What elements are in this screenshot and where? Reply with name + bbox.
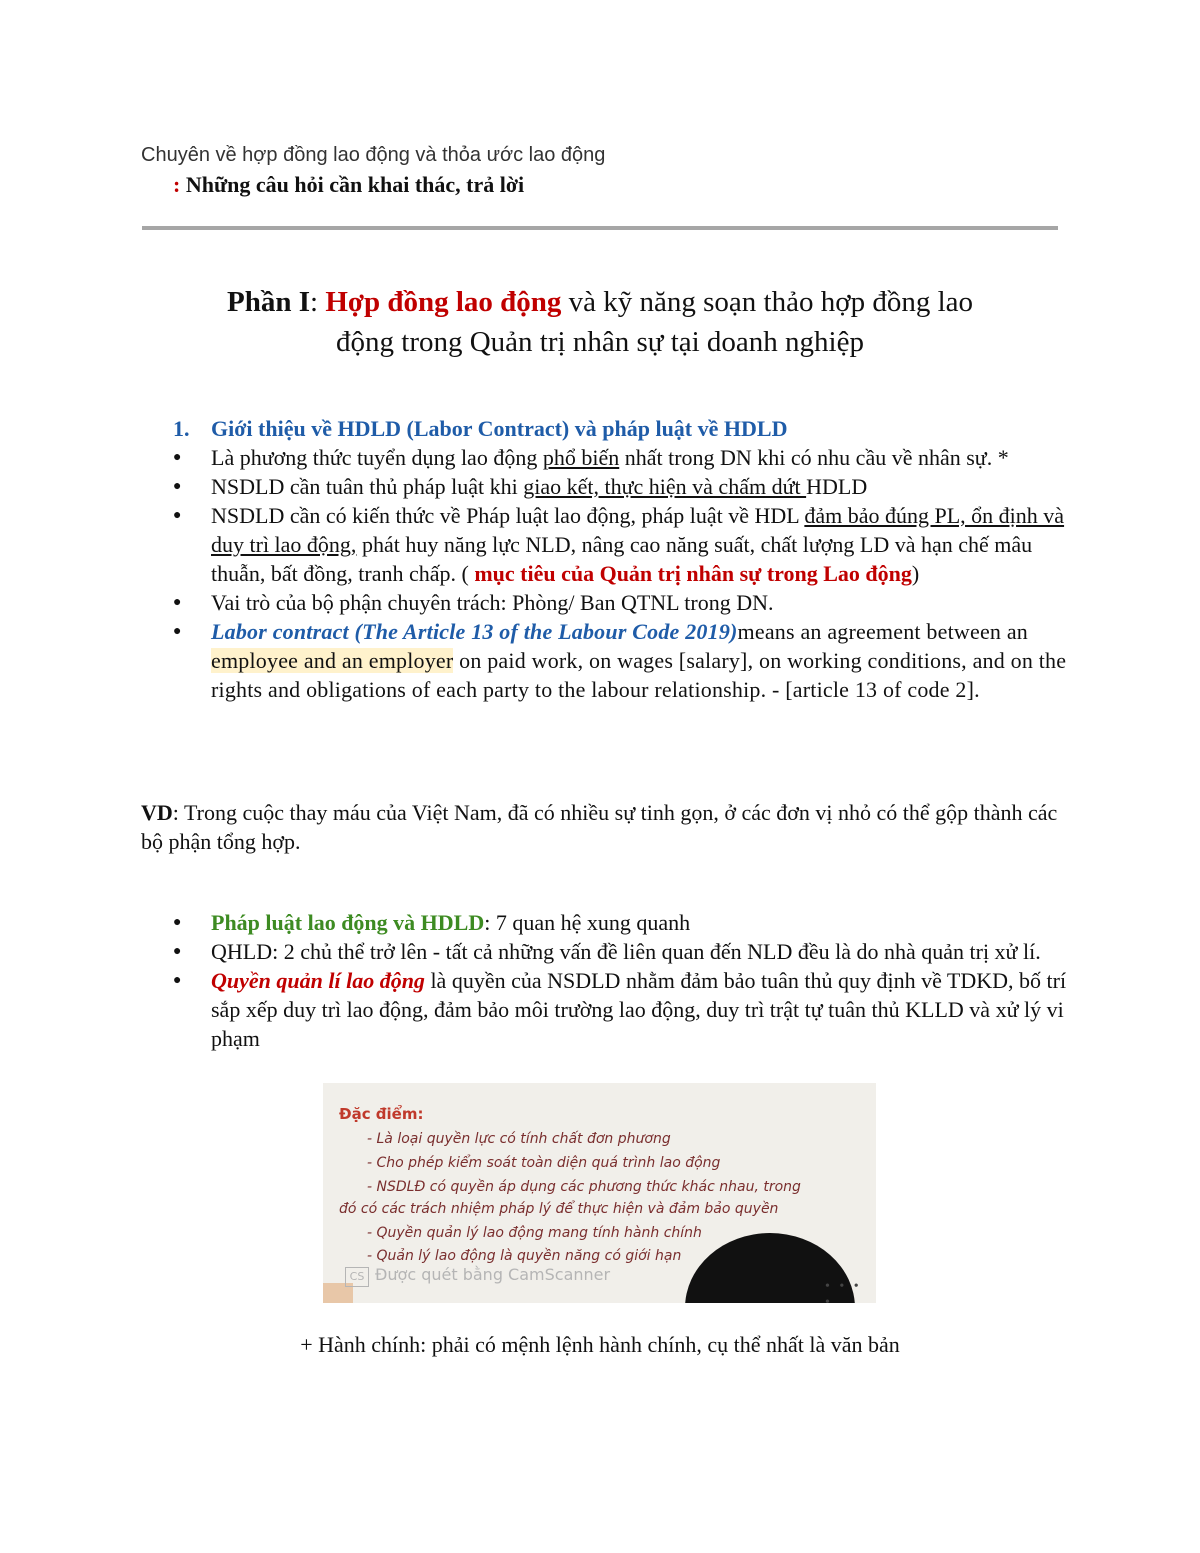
- bullet-text: : 7 quan hệ xung quanh: [484, 910, 691, 935]
- list-item: [173, 937, 1073, 966]
- list-item: [173, 472, 1073, 501]
- camscanner-watermark: [345, 1265, 610, 1287]
- document-header-title: Chuyên về hợp đồng lao động và thỏa ước lao động: [141, 144, 606, 166]
- bullet-icon: ●: [173, 624, 182, 639]
- section-1-heading-row: [173, 414, 1073, 443]
- section-1-heading: Giới thiệu về HDLD (Labor Contract) và pháp luật về HDLD: [211, 416, 788, 441]
- bullet-text: NSDLD cần tuân thủ pháp luật khi: [211, 474, 524, 499]
- bullet-text: on paid work, on wages [salary], on working conditions, and on the rights and obligations of each party to the labour relationship. - [article 13 of code 2].: [211, 648, 1067, 702]
- scan-line: - Là loại quyền lực có tính chất đơn phương: [367, 1131, 671, 1147]
- section-1-number: 1.: [173, 416, 190, 441]
- bullet-icon: ●: [173, 508, 182, 523]
- bullet-text: NSDLD cần có kiến thức về Pháp luật lao động, pháp luật về HDL: [211, 503, 805, 528]
- bullet-text: Vai trò của bộ phận chuyên trách: Phòng/ Ban QTNL trong DN.: [211, 590, 774, 615]
- list-item: [173, 617, 1073, 704]
- scanned-slide-image: [323, 1083, 876, 1303]
- part-title-rest1: và kỹ năng soạn thảo hợp đồng lao: [561, 286, 973, 318]
- highlight-red-text: mục tiêu của Quản trị nhân sự trong Lao động: [474, 561, 912, 586]
- highlighted-text: employee and an employer: [211, 648, 454, 673]
- bullet-icon: ●: [173, 595, 182, 610]
- highlight-red-text: Quyền quản lí lao động: [211, 968, 425, 993]
- bullet-text: ): [911, 561, 920, 586]
- scan-title: Đặc điểm:: [339, 1105, 424, 1123]
- section-2-list: [173, 908, 1073, 1053]
- scan-line: đó có các trách nhiệm pháp lý để thực hiện và đảm bảo quyền: [339, 1201, 779, 1217]
- example-paragraph: [141, 798, 1061, 856]
- watermark-text: Được quét bằng CamScanner: [375, 1265, 611, 1284]
- header-subtitle-text: Những câu hỏi cần khai thác, trả lời: [180, 172, 525, 197]
- bullet-text: phát huy năng lực NLD, nâng cao năng suất, chất lượng LD và hạn chế mâu thuẫn, bất đồng, tranh chấp. (: [211, 532, 1033, 586]
- scan-line: - Quản lý lao động là quyền năng có giới hạn: [367, 1248, 682, 1264]
- bullet-icon: ●: [173, 479, 182, 494]
- bullet-text: QHLD: 2 chủ thể trở lên - tất cả những vấn đề liên quan đến NLD đều là do nhà quản trị xử lí.: [211, 939, 1041, 964]
- bullet-icon: ●: [173, 973, 182, 988]
- green-heading-text: Pháp luật lao động và HDLD: [211, 910, 485, 935]
- administrative-note: + Hành chính: phải có mệnh lệnh hành chính, cụ thể nhất là văn bản: [300, 1332, 900, 1357]
- list-item: [173, 908, 1073, 937]
- bullet-icon: ●: [173, 944, 182, 959]
- example-label: VD: [141, 800, 173, 825]
- document-header-subtitle: [173, 172, 524, 198]
- bullet-text: HDLD: [806, 474, 868, 499]
- bullet-text: là quyền của NSDLD nhằm đảm bảo tuân thủ quy định về TDKD, bố trí sắp xếp duy trì lao động, đảm bảo môi trường lao động, duy trì trật tự tuân thủ KLLD và xử lý vi phạm: [211, 968, 1067, 1051]
- bullet-text: means an agreement between an: [737, 619, 1028, 644]
- example-text: : Trong cuộc thay máu của Việt Nam, đã có nhiều sự tinh gọn, ở các đơn vị nhỏ có thể gộp thành các bộ phận tổng hợp.: [141, 800, 1058, 854]
- list-item: [173, 588, 1073, 617]
- bullet-text: Là phương thức tuyển dụng lao động: [211, 445, 543, 470]
- section-1-list: [173, 414, 1073, 704]
- part-sep: :: [310, 286, 326, 318]
- header-colon: :: [173, 172, 181, 197]
- list-item: [173, 501, 1073, 588]
- underlined-text: phổ biến: [542, 445, 620, 470]
- labor-contract-reference: Labor contract (The Article 13 of the Labour Code 2019): [211, 619, 738, 644]
- part-title: [150, 282, 1050, 362]
- list-item: [173, 443, 1073, 472]
- underlined-text: giao kết, thực hiện và chấm dứt: [523, 474, 807, 499]
- horizontal-divider: [142, 226, 1058, 230]
- scan-dots: • • • •: [825, 1279, 862, 1303]
- list-item: [173, 966, 1073, 1053]
- bullet-text: nhất trong DN khi có nhu cầu về nhân sự. *: [619, 445, 1009, 470]
- underlined-text: đảm bảo đúng PL, ổn định và duy trì lao động,: [211, 503, 1065, 557]
- scan-line: - NSDLĐ có quyền áp dụng các phương thức khác nhau, trong: [367, 1179, 801, 1195]
- part-label: Phần I: [227, 286, 311, 318]
- bullet-icon: ●: [173, 915, 182, 930]
- scan-line: - Cho phép kiểm soát toàn diện quá trình lao động: [367, 1155, 721, 1171]
- bullet-icon: ●: [173, 450, 182, 465]
- scan-line: - Quyền quản lý lao động mang tính hành chính: [367, 1225, 702, 1241]
- part-title-rest2: động trong Quản trị nhân sự tại doanh nghiệp: [336, 326, 864, 358]
- camscanner-logo-icon: CS: [345, 1267, 369, 1287]
- part-title-red: Hợp đồng lao động: [325, 286, 562, 318]
